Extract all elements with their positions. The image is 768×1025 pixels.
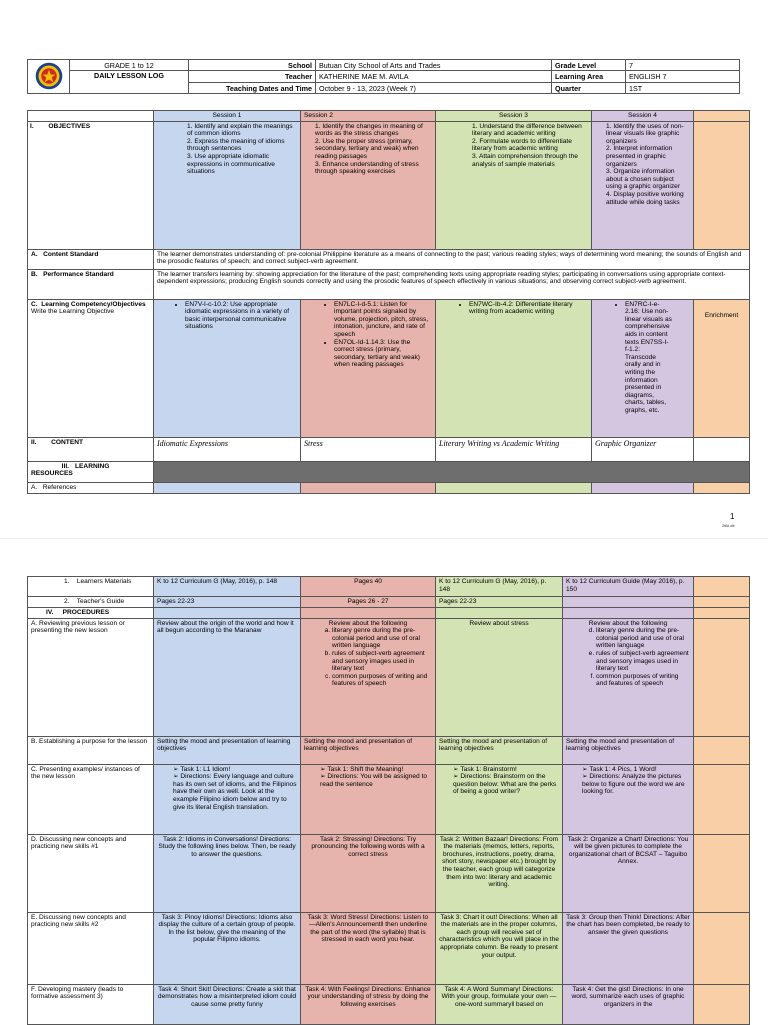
performance-standard-label: B. Performance Standard bbox=[28, 269, 154, 299]
page-title: DAILY LESSON LOG bbox=[70, 71, 189, 94]
rowD-s1: Task 2: Idioms in Conversations! Directions: Study the following lines below. Then, be ready to answer the questions. bbox=[154, 834, 301, 912]
content-standard-text: The learner demonstrates understanding of: pre-colonial Philippine literature as a means of connecting to the past; various reading styles; ways of determining word meaning; the sounds of English and the prosodic features of speech; and correct subject-verb agreement. bbox=[154, 249, 750, 269]
objectives-s2: 1. Identify the changes in meaning of words as the stress changes 2. Use the proper stress (primary, secondary, tertiary and weak) when reading passages 3. Enhance understanding of stress through speaking exercises bbox=[301, 121, 436, 249]
objectives-label: I. OBJECTIVES bbox=[28, 121, 154, 249]
content-s4: Graphic Organizer bbox=[592, 437, 694, 461]
rowD-s3: Task 2: Written Bazaar! Directions: From the materials (memos, letters, reports, brochures, instructions, poetry, drama, short story, newspaper etc.) brought by the teacher, each group will categorize them into two: literary and academic writing. bbox=[436, 834, 563, 912]
content-label: II. CONTENT bbox=[28, 437, 154, 461]
teacher-label: Teacher bbox=[189, 71, 316, 83]
learning-area-label: Learning Area bbox=[552, 71, 626, 83]
rowD-s2: Task 2: Stressing! Directions: Try pronouncing the following words with a correct stress bbox=[301, 834, 436, 912]
content-s2: Stress bbox=[301, 437, 436, 461]
content-s1: Idiomatic Expressions bbox=[154, 437, 301, 461]
rowA-s2: Review about the following a. literary genre during the pre-colonial period and use of oral written language b. rules of subject-verb agreement and sensory images used in literary text c. common purposes of writing and features of speech bbox=[301, 618, 436, 736]
dates-label: Teaching Dates and Time bbox=[189, 83, 316, 94]
session-2-header: Session 2 bbox=[301, 111, 436, 122]
rowE-s3: Task 3: Chart it out! Directions: When all the materials are in the proper columns, each group will receive set of characteristics which you will place in the appropriate column. Be ready to present your output. bbox=[436, 912, 563, 984]
rowA-s3: Review about stress bbox=[436, 618, 563, 736]
performance-standard-text: The learner transfers learning by: showing appreciation for the literature of the past; comprehending texts using appropriate reading styles; participating in conversations using appropriate context-dependent expressions; producing English sounds correctly and using the prosodic features of speech effectively in various situations; and observing correct subject-verb agreement. bbox=[154, 269, 750, 299]
competency-label-cell bbox=[28, 299, 154, 437]
rowF-s4: Task 4: Get the gist! Directions: In one word, summarize each uses of graphic organizers in the bbox=[563, 984, 694, 1024]
rowC-s3: ➢ Task 1: Brainstorm! ➢ Directions: Brainstorm on the question below: What are the perks of being a good writer? bbox=[436, 764, 563, 834]
objectives-s1: 1. Identify and explain the meanings of common idioms 2. Express the meaning of idioms through sentences 3. Use appropriate idiomatic expressions in communicative situations bbox=[154, 121, 301, 249]
rowB-s3: Setting the mood and presentation of learning objectives bbox=[436, 736, 563, 764]
rowB-label: B. Establishing a purpose for the lesson bbox=[28, 736, 154, 764]
learning-area-value: ENGLISH 7 bbox=[626, 71, 740, 83]
page-2 bbox=[0, 540, 768, 1024]
competency-s1: • EN7V-I-c-10.2: Use appropriate idiomatic expressions in a variety of basic interpersonal communicative situations bbox=[154, 299, 301, 437]
competency-label: C. Learning Competency/Objectives bbox=[31, 300, 146, 308]
page-footer: 2tiki.dtr bbox=[722, 523, 735, 528]
learners-materials-s4: K to 12 Curriculum Guide (May 2016), p. 150 bbox=[563, 577, 694, 597]
competency-s3: • EN7WC-Ib-4.2: Differentiate literary writing from academic writing bbox=[436, 299, 592, 437]
rowF-label: F. Developing mastery (leads to formative assessment 3) bbox=[28, 984, 154, 1024]
teachers-guide-s3: Pages 22-23 bbox=[436, 597, 563, 608]
learners-materials-label: 1. Learners Materials bbox=[28, 577, 154, 597]
quarter-value: 1ST bbox=[626, 83, 740, 94]
objectives-s4: 1. Identify the uses of non-linear visuals like graphic organizers 2. Interpret information presented in graphic organizers 3. Organize information about a chosen subject using a graphic organizer 4. Display positive working attitude while doing tasks bbox=[592, 121, 694, 249]
competency-s2: • EN7LC-I-d-5.1: Listen for important points signaled by volume, projection, pitch, stress, intonation, juncture, and rate of speech • EN7OL-Id-1.14.3: Use the correct stress (primary, secondary, tertiary and weak) when reading passages bbox=[301, 299, 436, 437]
competency-s4: • EN7RC-I-e-2.16: Use non-linear visuals as comprehensive aids in content texts EN7SS-I-f-1.2: Transcode orally and in writing the information presented in diagrams, charts, tables, graphs, etc. bbox=[592, 299, 694, 437]
rowF-s1: Task 4: Short Skit! Directions: Create a skit that demonstrates how a misinterpreted idiom could cause some pretty funny bbox=[154, 984, 301, 1024]
teachers-guide-s2: Pages 26 - 27 bbox=[301, 597, 436, 608]
rowB-s1: Setting the mood and presentation of learning objectives bbox=[154, 736, 301, 764]
learners-materials-s3: K to 12 Curriculum G (May, 2016), p. 148 bbox=[436, 577, 563, 597]
rowD-label: D. Discussing new concepts and practicing new skills #1 bbox=[28, 834, 154, 912]
teacher-value: KATHERINE MAE M. AVILA bbox=[316, 71, 552, 83]
rowF-s2: Task 4: With Feelings! Directions: Enhance your understanding of stress by doing the following exercises bbox=[301, 984, 436, 1024]
procedures-label: IV. PROCEDURES bbox=[28, 608, 154, 619]
deped-seal-cell bbox=[28, 60, 70, 94]
grade-level-value: 7 bbox=[626, 60, 740, 71]
rowE-s4: Task 3: Group then Think! Directions: After the chart has been completed, be ready to answer the given questions bbox=[563, 912, 694, 984]
deped-seal-icon bbox=[35, 62, 63, 90]
competency-sublabel: Write the Learning Objective bbox=[31, 308, 115, 316]
lesson-table-1 bbox=[27, 110, 750, 494]
rowA-label: A. Reviewing previous lesson or presenting the new lesson bbox=[28, 618, 154, 736]
rowE-s1: Task 3: Pinoy Idioms! Directions: Idioms also display the culture of a certain group of people. In the list below, give the meaning of the popular Filipino idioms. bbox=[154, 912, 301, 984]
grade-range: GRADE 1 to 12 bbox=[70, 60, 189, 71]
rowE-s2: Task 3: Word Stress! Directions: Listen to —Allen's Announcement‖ then underline the part of the word (the syllable) that is stressed in each word you hear. bbox=[301, 912, 436, 984]
rowA-s1: Review about the origin of the world and how it all begun according to the Maranaw bbox=[154, 618, 301, 736]
rowA-s4: Review about the following d. literary genre during the pre-colonial period and use of oral written language e. rules of subject-verb agreement and sensory images used in literary text f. common purposes of writing and features of speech bbox=[563, 618, 694, 736]
school-value: Butuan City School of Arts and Trades bbox=[316, 60, 552, 71]
session-1-header: Session 1 bbox=[154, 111, 301, 122]
rowC-s4: ➢ Task 1: 4 Pics, 1 Word! ➢ Directions: Analyze the pictures below to figure out the word we are looking for. bbox=[563, 764, 694, 834]
rowB-s2: Setting the mood and presentation of learning objectives bbox=[301, 736, 436, 764]
objectives-s3: 1. Understand the difference between literary and academic writing 2. Formulate words to differentiate literary from academic writing 3. Attain comprehension through the analysis of sample materials bbox=[436, 121, 592, 249]
rowE-label: E. Discussing new concepts and practicing new skills #2 bbox=[28, 912, 154, 984]
references-label: A. References bbox=[28, 482, 154, 493]
dates-value: October 9 - 13, 2023 (Week 7) bbox=[316, 83, 552, 94]
header-table bbox=[27, 59, 740, 94]
session-4-header: Session 4 bbox=[592, 111, 694, 122]
session-3-header: Session 3 bbox=[436, 111, 592, 122]
teachers-guide-label: 2. Teacher's Guide bbox=[28, 597, 154, 608]
lesson-table-2 bbox=[27, 576, 750, 1025]
school-label: School bbox=[189, 60, 316, 71]
rowD-s4: Task 2: Organize a Chart! Directions: You will be given pictures to complete the organizational chart of BCSAT – Taguibo Annex. bbox=[563, 834, 694, 912]
enrichment-cell: Enrichment bbox=[694, 299, 750, 437]
learners-materials-s2: Pages 40 bbox=[301, 577, 436, 597]
rowC-label: C. Presenting examples/ instances of the new lesson bbox=[28, 764, 154, 834]
learners-materials-s1: K to 12 Curriculum G (May, 2016), p. 148 bbox=[154, 577, 301, 597]
rowB-s4: Setting the mood and presentation of learning objectives bbox=[563, 736, 694, 764]
rowF-s3: Task 4: A Word Summary! Directions: With your group, formulate your own —one-word summary‖ based on bbox=[436, 984, 563, 1024]
content-standard-label: A. Content Standard bbox=[28, 249, 154, 269]
content-s3: Literary Writing vs Academic Writing bbox=[436, 437, 592, 461]
page-number: 1 bbox=[730, 512, 735, 521]
rowC-s2: ➢ Task 1: Shift the Meaning! ➢ Directions: You will be assigned to read the sentence bbox=[301, 764, 436, 834]
learning-resources-label: III. LEARNING RESOURCES bbox=[28, 461, 154, 482]
rowC-s1: ➢ Task 1: L1 Idiom! ➢ Directions: Every language and culture has its own set of idioms, and the Filipinos have their own as well. Look at the example Filipino idiom below and try to give its literal English translation. bbox=[154, 764, 301, 834]
quarter-label: Quarter bbox=[552, 83, 626, 94]
grade-level-label: Grade Level bbox=[552, 60, 626, 71]
teachers-guide-s1: Pages 22-23 bbox=[154, 597, 301, 608]
